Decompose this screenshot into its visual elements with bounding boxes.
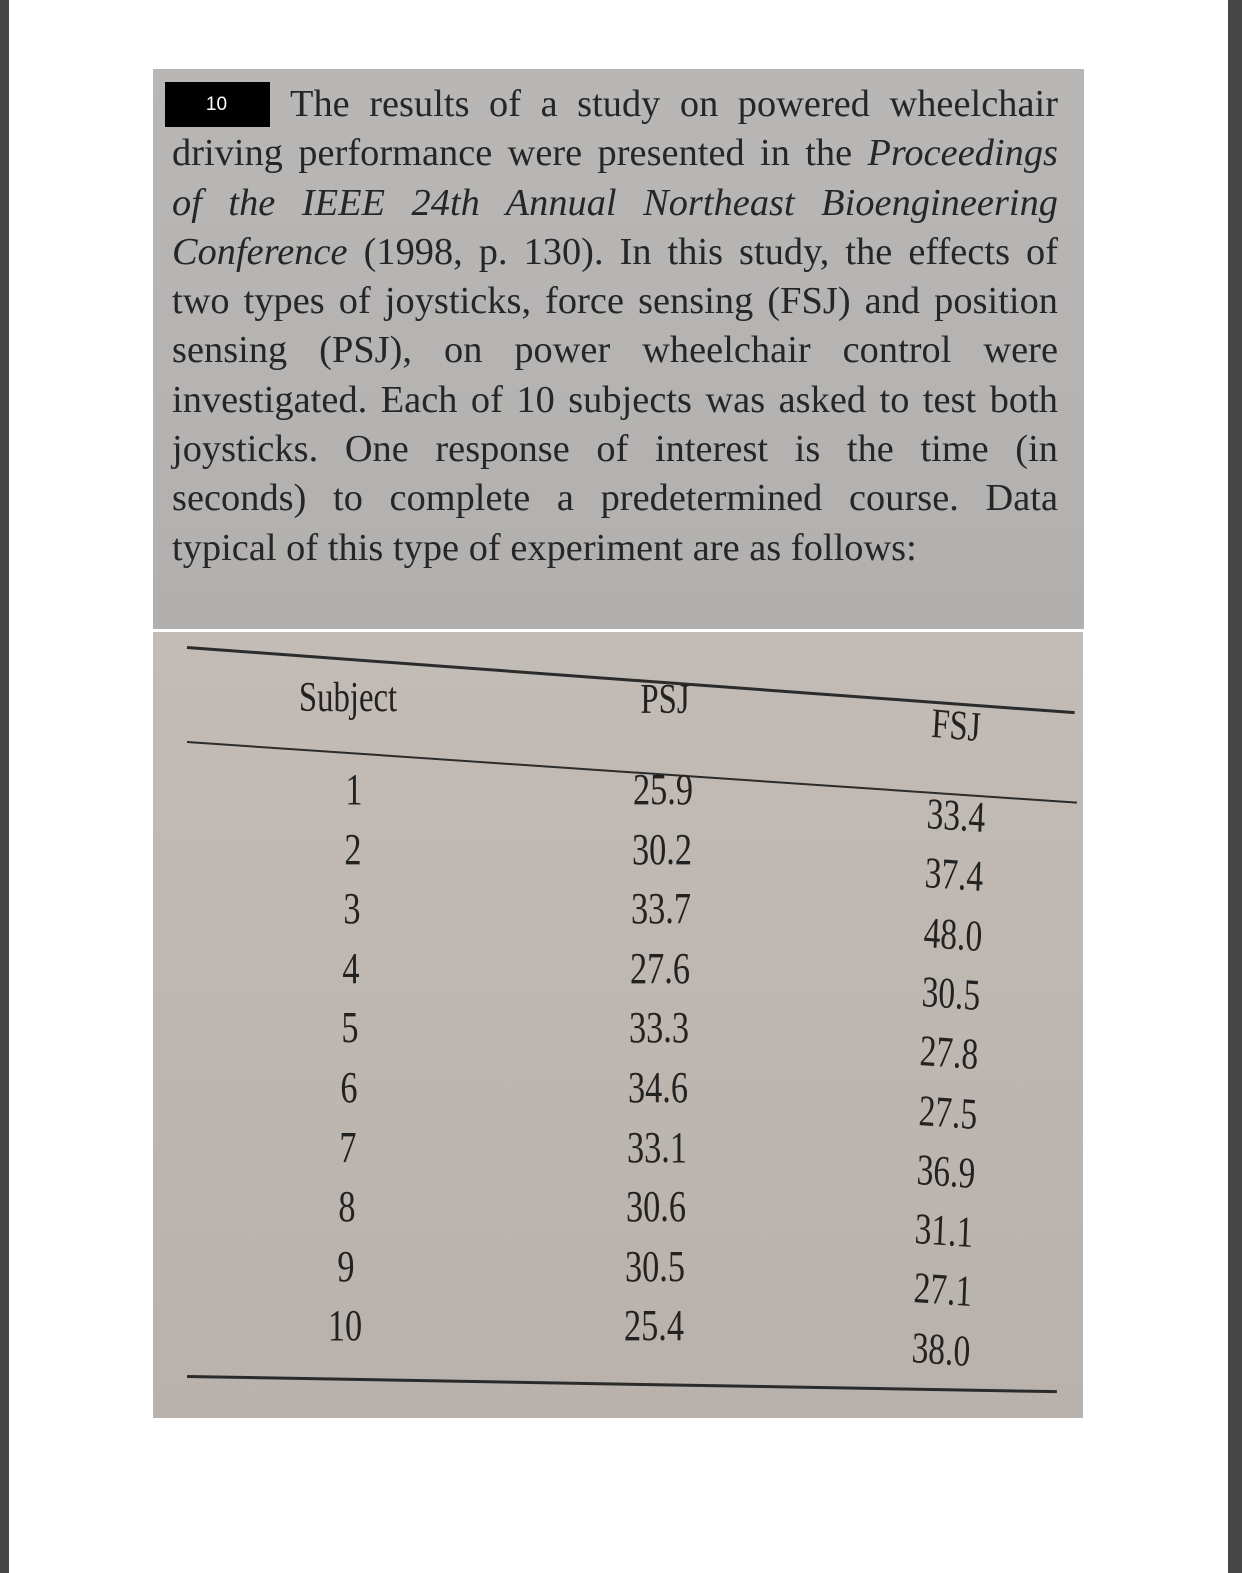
cell-subject: 3 [343,884,361,934]
cell-subject: 7 [339,1122,357,1172]
cell-fsj: 30.5 [920,966,982,1020]
cell-psj: 30.2 [631,824,693,874]
cell-fsj: 27.5 [917,1085,978,1139]
cell-psj: 34.6 [627,1063,689,1112]
problem-source-title: Proceedings of the IEEE 24th Annual Northeast Bioengineering Conference [172,132,1058,273]
cell-fsj: 38.0 [910,1322,972,1376]
cell-subject: 5 [341,1003,359,1053]
cell-subject: 6 [340,1063,358,1112]
cell-fsj: 27.8 [919,1026,980,1080]
cell-psj: 27.6 [629,943,691,993]
cell-psj: 33.1 [626,1122,688,1172]
problem-text-body: (1998, p. 130). In this study, the effects of two types of joysticks, force sensing (FSJ) and position sensing (PSJ), on power wheelchair control were investigated. Each of 10 subjects was asked to test both joysticks. One response of interest is the time (in seconds) to complete a predetermined course. Data typical of this type of experiment are as follows: [172,230,1058,569]
cell-psj: 25.9 [632,765,694,814]
cell-psj: 30.6 [625,1182,687,1232]
column-header-subject: Subject [298,675,398,721]
cell-subject: 2 [344,824,362,874]
cell-subject: 10 [327,1301,363,1351]
cell-fsj: 27.1 [912,1263,973,1317]
scrollbar-edge-left [0,0,9,1573]
column-header-psj: PSJ [640,677,690,723]
cell-psj: 33.3 [628,1003,690,1053]
cell-subject: 9 [337,1241,355,1291]
cell-fsj: 37.4 [924,848,985,902]
cell-fsj: 33.4 [925,789,987,842]
cell-psj: 33.7 [630,884,692,934]
cell-subject: 8 [338,1182,356,1232]
cell-fsj: 48.0 [922,907,983,961]
problem-text-intro: The results of a study on powered wheelchair driving performance were presented in the [172,83,1058,175]
problem-number-badge: 10 [165,82,270,127]
cell-subject: 1 [345,765,363,814]
cell-subject: 4 [342,943,360,993]
data-table [153,632,1083,1418]
table-bottom-rule [187,1375,1057,1393]
cell-fsj: 31.1 [914,1204,975,1258]
column-header-fsj: FSJ [930,700,982,752]
cell-fsj: 36.9 [915,1144,977,1198]
cell-psj: 30.5 [624,1241,686,1291]
problem-statement [172,80,1058,573]
scrollbar-edge-right [1228,0,1242,1573]
cell-psj: 25.4 [623,1301,685,1351]
